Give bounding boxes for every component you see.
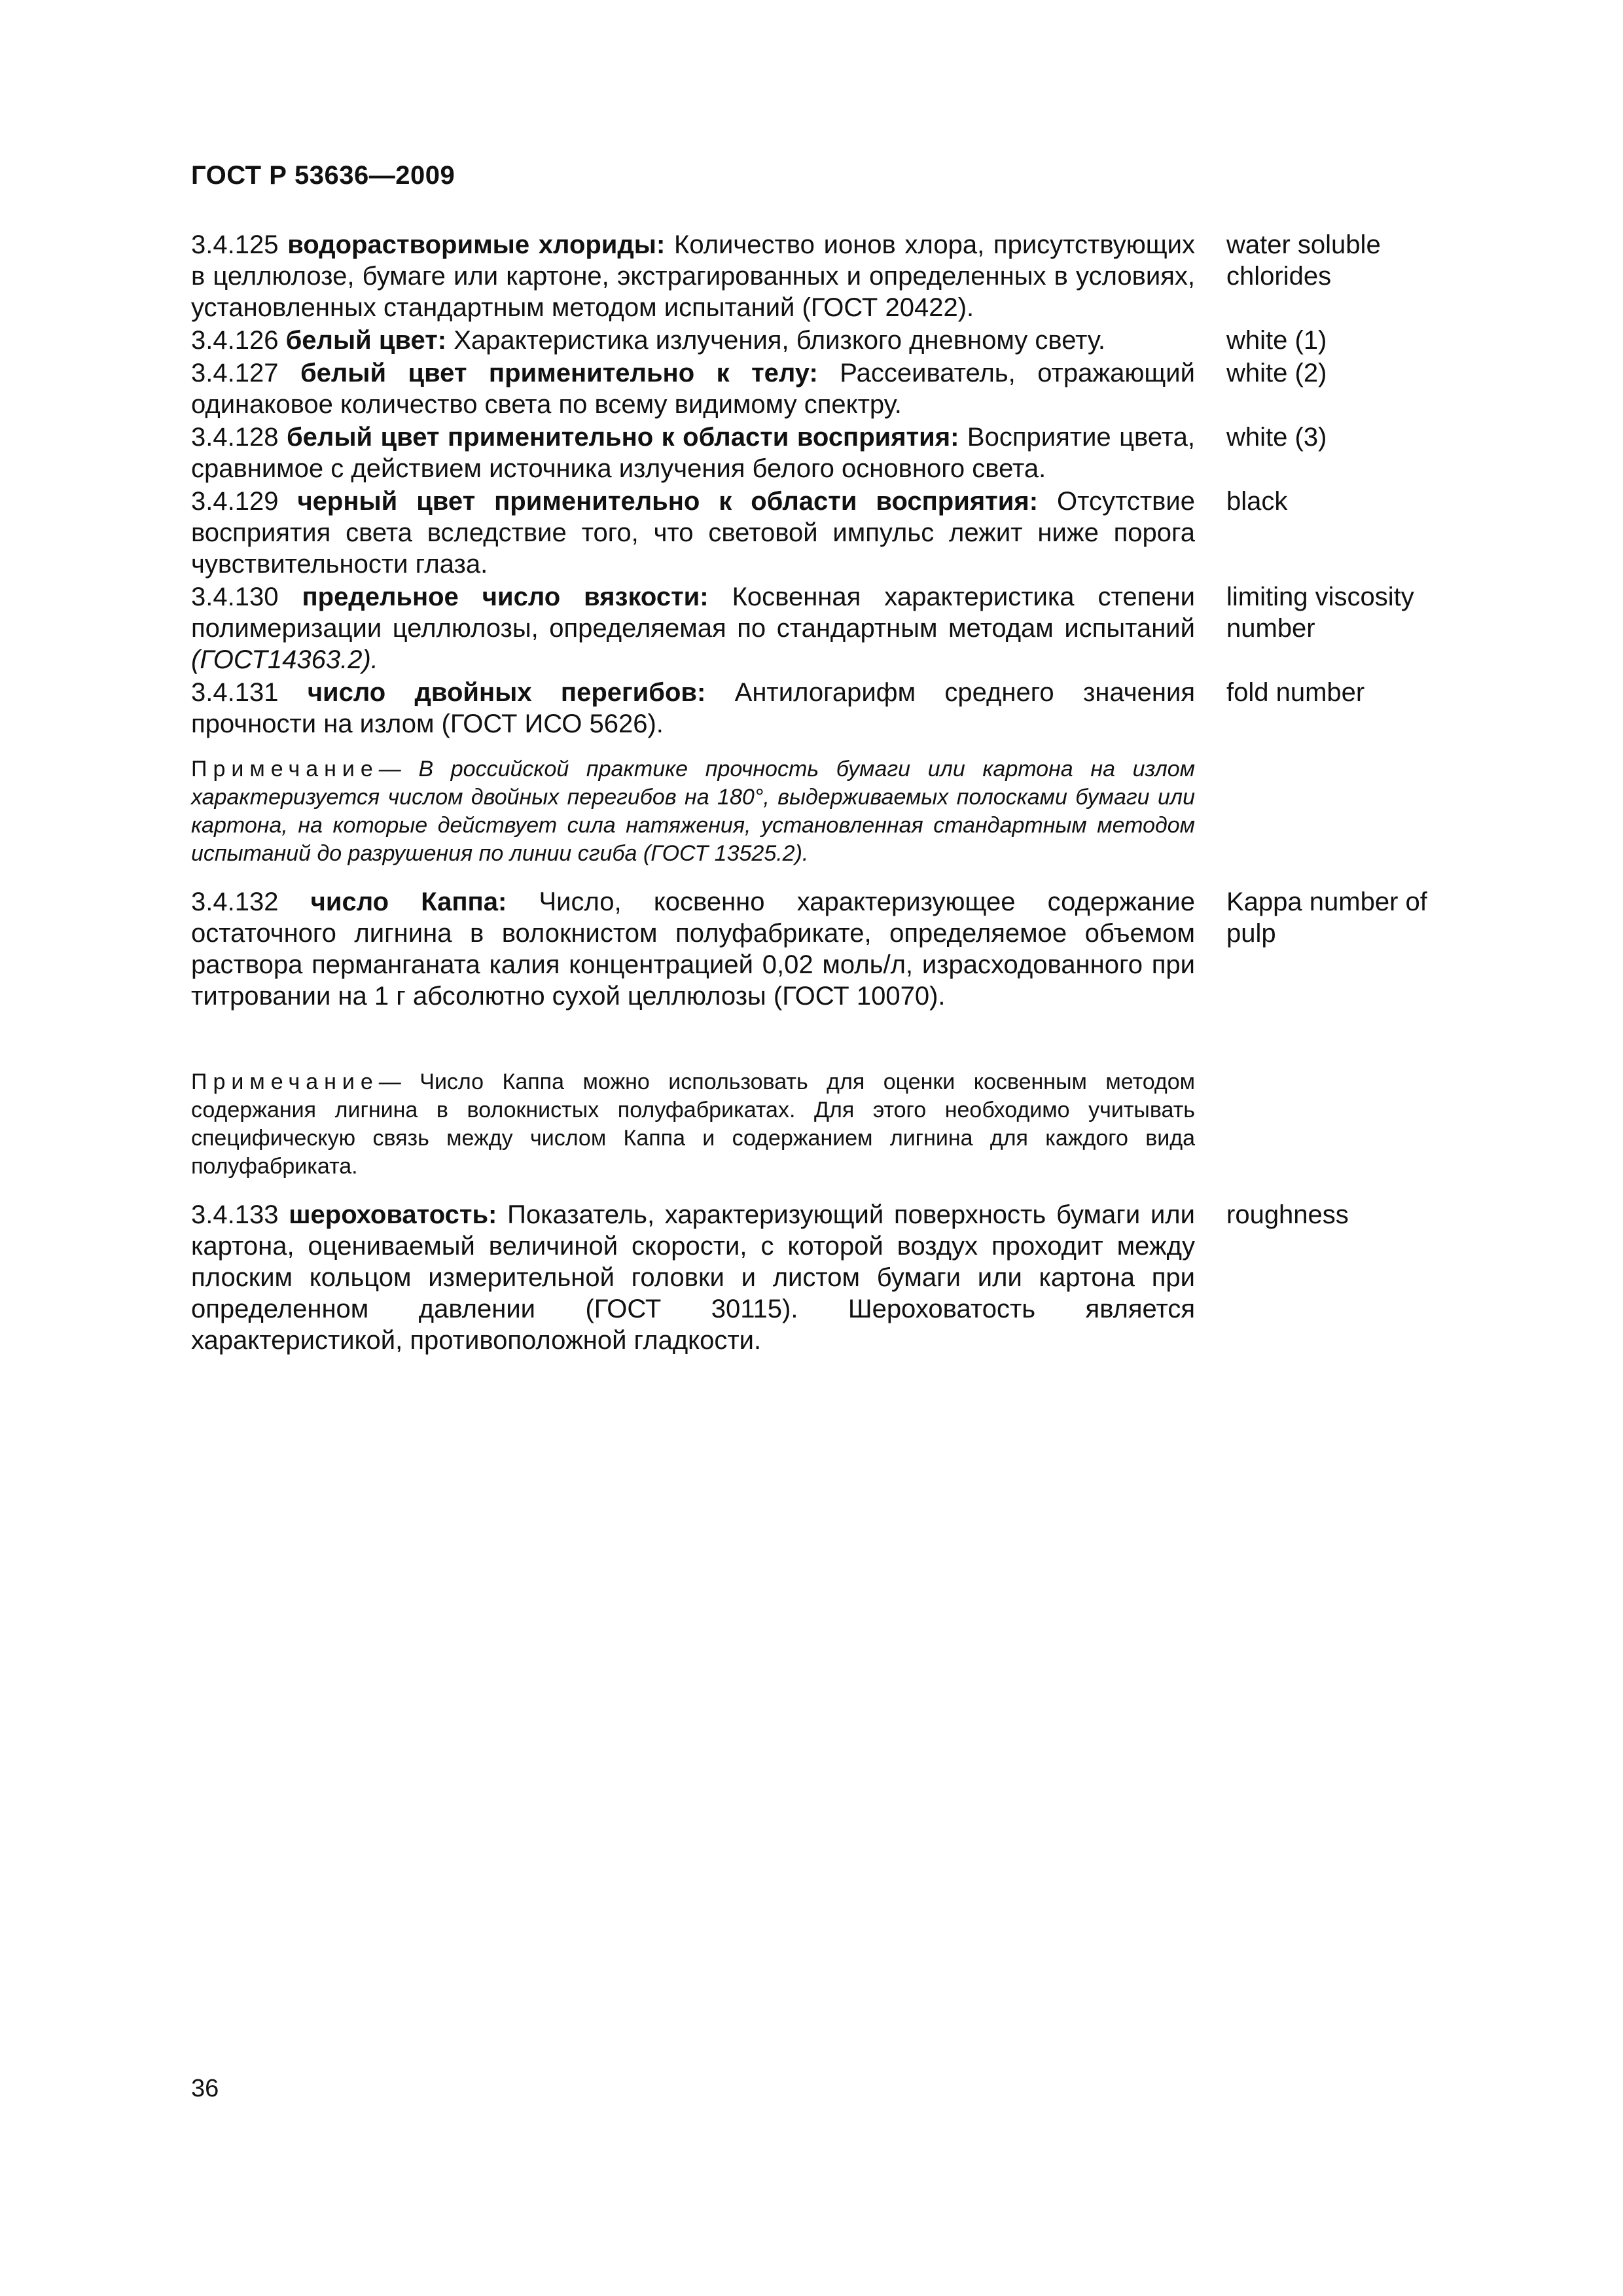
- note-label: Примечание: [191, 757, 379, 781]
- note-label: Примечание: [191, 1069, 379, 1094]
- term-text: Показатель, характеризующий поверхность бумаги или картона, оцениваемый величиной скорости, с которой воздух проходит между плоским кольцом измерительной головки и листом бумаги или картона при определенном давлении (ГОСТ 30115). Шероховатость является характеристикой, противоположной гладкости.: [191, 1200, 1195, 1355]
- term-definition: [191, 357, 1195, 420]
- term-name: шероховатость:: [289, 1200, 497, 1229]
- term-reference: (ГОСТ14363.2).: [191, 645, 378, 674]
- document-header-title: ГОСТ Р 53636—2009: [191, 161, 455, 190]
- page-number: 36: [191, 2075, 219, 2102]
- term-entry-3-4-131: [191, 677, 1500, 740]
- term-entry-3-4-130: [191, 581, 1500, 675]
- term-text: Косвенная характеристика степени полимеризации целлюлозы, определяемая по стандартным методам испытаний: [191, 583, 1195, 643]
- term-text: Антилогарифм среднего значения прочности на излом (ГОСТ ИСО 5626).: [191, 678, 1195, 738]
- term-text: Число, косвенно характеризующее содержание остаточного лигнина в волокнистом полуфабрикате, определяемое объемом раствора перманганата калия концентрацией 0,02 моль/л, израсходованного при титровании на 1 г абсолютно сухой целлюлозы (ГОСТ 10070).: [191, 888, 1195, 1011]
- term-entry-3-4-133: [191, 1199, 1500, 1356]
- term-definition: [191, 677, 1195, 740]
- term-name: число двойных перегибов:: [307, 678, 706, 707]
- term-text: Характеристика излучения, близкого дневному свету.: [454, 326, 1106, 355]
- term-name: белый цвет применительно к телу:: [300, 359, 818, 387]
- term-number: 3.4.133: [191, 1200, 279, 1229]
- term-definition: [191, 325, 1195, 356]
- term-definition: [191, 581, 1195, 675]
- term-definition: [191, 886, 1195, 1012]
- term-number: 3.4.129: [191, 487, 279, 516]
- term-english: Kappa number of pulp: [1226, 888, 1427, 948]
- term-name: белый цвет:: [285, 326, 447, 355]
- term-text: Восприятие цвета, сравнимое с действием источника излучения белого основного света.: [191, 423, 1196, 483]
- note-fold-number: [191, 755, 1195, 868]
- term-english: white (3): [1226, 423, 1327, 452]
- term-entry-3-4-132: [191, 886, 1500, 1012]
- term-english: black: [1226, 487, 1288, 516]
- term-text: Количество ионов хлора, присутствующих в целлюлозе, бумаге или картоне, экстрагированных и определенных в условиях, установленных стандартным методом испытаний (ГОСТ 20422).: [191, 230, 1195, 322]
- term-definition: [191, 486, 1195, 580]
- term-definition: [191, 1199, 1195, 1356]
- term-english: water soluble chlorides: [1226, 230, 1381, 291]
- term-english: white (1): [1226, 326, 1327, 355]
- term-number: 3.4.126: [191, 326, 279, 355]
- term-number: 3.4.130: [191, 583, 279, 611]
- term-entry-3-4-125: [191, 229, 1500, 323]
- term-name: водорастворимые хлориды:: [287, 230, 666, 259]
- term-definition: [191, 422, 1195, 484]
- term-number: 3.4.125: [191, 230, 279, 259]
- note-text: — В российской практике прочность бумаги или картона на излом характеризуется числом двойных перегибов на 180°, выдерживаемых полосками бумаги или картона, на которые действует сила натяжения, установленная стандартным методом испытаний до разрушения по линии сгиба (ГОСТ 13525.2).: [191, 757, 1195, 866]
- term-number: 3.4.132: [191, 888, 279, 916]
- note-text: — Число Каппа можно использовать для оценки косвенным методом содержания лигнина в волокнистых полуфабрикатах. Для этого необходимо учитывать специфическую связь между числом Каппа и содержанием лигнина для каждого вида полуфабриката.: [191, 1069, 1195, 1179]
- note-kappa-number: [191, 1068, 1195, 1181]
- term-definition: [191, 229, 1195, 323]
- term-entry-3-4-126: [191, 325, 1500, 356]
- term-english: limiting viscosity number: [1226, 583, 1414, 643]
- term-text: Рассеиватель, отражающий одинаковое количество света по всему видимому спектру.: [191, 359, 1195, 419]
- term-name: число Каппа:: [310, 888, 507, 916]
- terms-list: [191, 229, 1500, 1357]
- term-number: 3.4.127: [191, 359, 279, 387]
- term-number: 3.4.131: [191, 678, 279, 707]
- term-entry-3-4-128: [191, 422, 1500, 484]
- term-name: черный цвет применительно к области восприятия:: [297, 487, 1039, 516]
- term-text: Отсутствие восприятия света вследствие того, что световой импульс лежит ниже порога чувствительности глаза.: [191, 487, 1195, 579]
- term-entry-3-4-129: [191, 486, 1500, 580]
- term-name: предельное число вязкости:: [302, 583, 709, 611]
- term-entry-3-4-127: [191, 357, 1500, 420]
- term-english: white (2): [1226, 359, 1327, 387]
- term-name: белый цвет применительно к области восприятия:: [286, 423, 959, 452]
- term-english: roughness: [1226, 1200, 1349, 1229]
- term-english: fold number: [1226, 678, 1365, 707]
- term-number: 3.4.128: [191, 423, 279, 452]
